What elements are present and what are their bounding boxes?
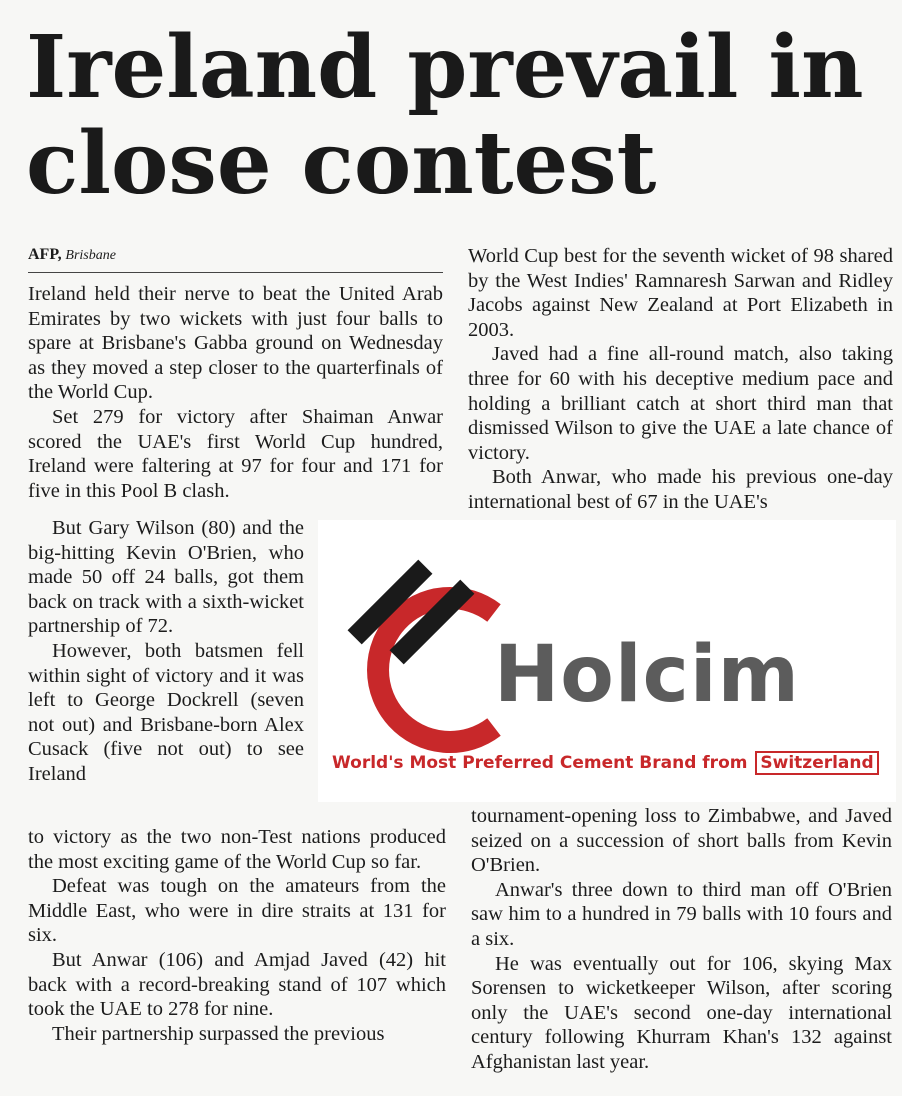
brand-name: Holcim [494, 630, 800, 720]
paragraph-3: But Gary Wilson (80) and the big-hitting Kevin O'Brien, who made 50 off 24 balls, got them back on track with a sixth-wicket partnership of 72. [28, 517, 304, 638]
paragraph-6: But Anwar (106) and Amjad Javed (42) hit back with a record-breaking stand of 107 which took the UAE to 278 for nine. [28, 948, 446, 1021]
headline-line-2: close contest [26, 113, 657, 214]
holcim-advert[interactable] [318, 520, 896, 802]
paragraph-4-narrow: However, both batsmen fell within sight of victory and it was left to George Dockrell (seven not out) and Brisbane-born Alex Cusack (five not out) to see Ireland [28, 639, 304, 785]
paragraph-1: Ireland held their nerve to beat the United Arab Emirates by two wickets with just four balls to spare at Brisbane's Gabba ground on Wednesday as they moved a step closer to the quarterfinals of the World Cup. [28, 283, 443, 404]
byline-agency: AFP, [28, 246, 62, 263]
paragraph-13: He was eventually out for 106, skying Max Sorensen to wicketkeeper Wilson, after scoring only the UAE's second one-day international century following Khurram Khan's 132 against Afghanistan last year. [471, 952, 892, 1073]
tagline-text: World's Most Preferred Cement Brand from [332, 753, 748, 773]
column-1-bottom [28, 825, 446, 1046]
paragraph-10: Both Anwar, who made his previous one-day international best of 67 in the UAE's [468, 466, 893, 513]
byline [28, 246, 443, 264]
headline [26, 17, 886, 214]
byline-rule [28, 272, 443, 273]
paragraph-11: tournament-opening loss to Zimbabwe, and Javed seized on a succession of short balls from Kevin O'Brien. [471, 805, 892, 877]
column-2-bottom [471, 804, 892, 1075]
paragraph-7: Their partnership surpassed the previous [52, 1022, 385, 1045]
headline-line-1: Ireland prevail in [26, 17, 864, 118]
brand-tagline [332, 751, 879, 775]
tagline-country: Switzerland [755, 751, 878, 775]
paragraph-5: Defeat was tough on the amateurs from the Middle East, who were in dire straits at 131 for six. [28, 875, 446, 947]
paragraph-4-wide: to victory as the two non-Test nations produced the most exciting game of the World Cup so far. [28, 826, 446, 873]
byline-place: Brisbane [65, 248, 116, 263]
paragraph-12: Anwar's three down to third man off O'Brien saw him to a hundred in 79 balls with 10 fours and a six. [471, 878, 892, 950]
paragraph-8: World Cup best for the seventh wicket of 98 shared by the West Indies' Ramnaresh Sarwan and Ridley Jacobs against New Zealand at Port Elizabeth in 2003. [468, 245, 893, 341]
column-2-top [468, 244, 893, 515]
paragraph-2: Set 279 for victory after Shaiman Anwar scored the UAE's first World Cup hundred, Ireland were faltering at 97 for four and 171 for five in this Pool B clash. [28, 405, 443, 502]
paragraph-9: Javed had a fine all-round match, also taking three for 60 with his deceptive medium pace and holding a brilliant catch at short third man that dismissed Wilson to give the UAE a late chance of victory. [468, 343, 893, 464]
column-1-top [28, 282, 443, 503]
column-1-narrow [28, 516, 304, 787]
